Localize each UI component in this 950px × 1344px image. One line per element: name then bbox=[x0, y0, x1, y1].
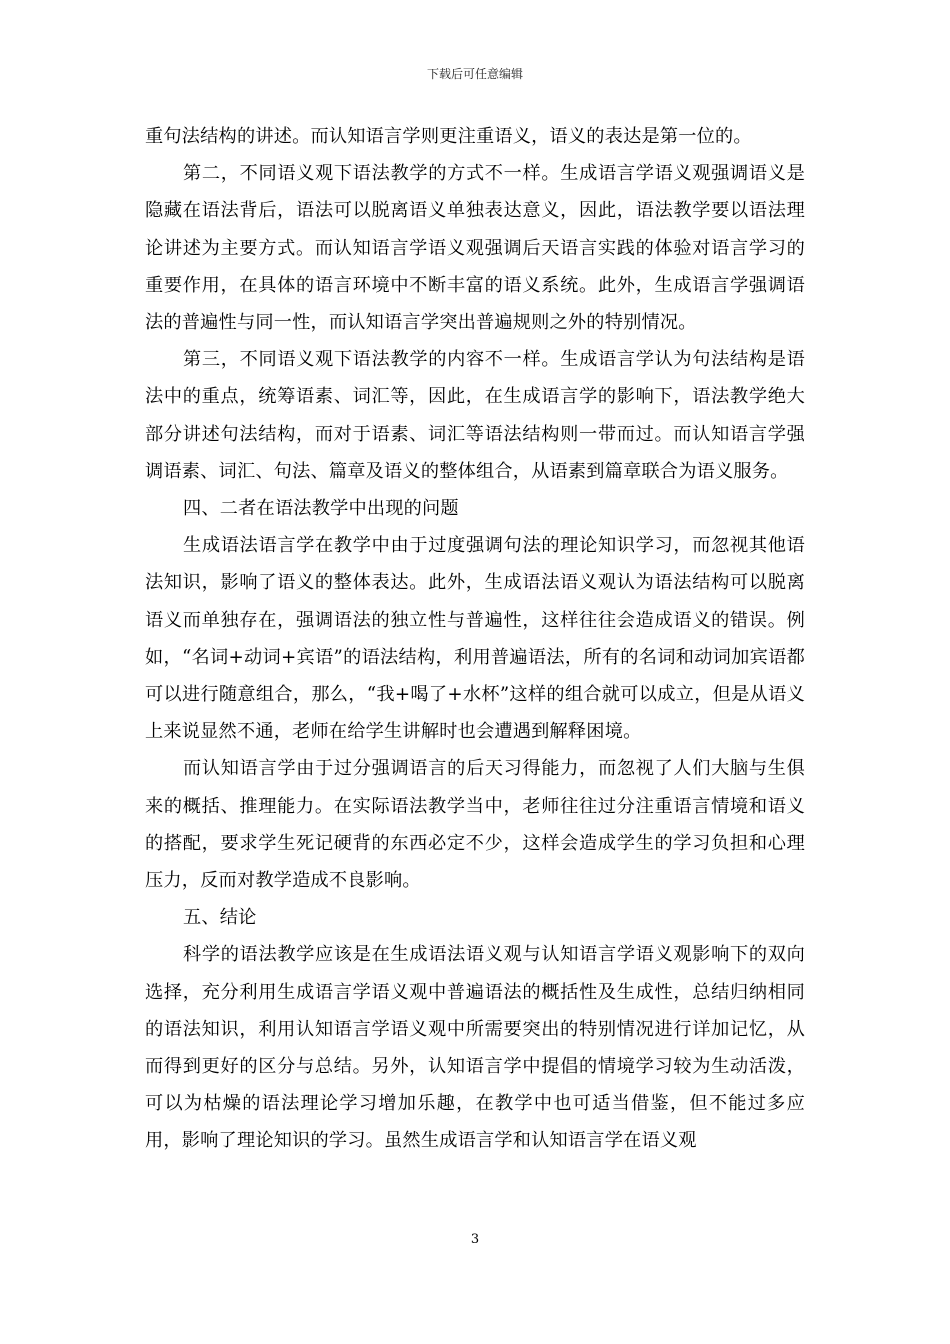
page-number: 3 bbox=[470, 1232, 480, 1247]
paragraph-conclusion: 科学的语法教学应该是在生成语法语义观与认知语言学语义观影响下的双向选择，充分利用生成语言学语义观中普遍语法的概括性及生成性，总结归纳相同的语法知识，利用认知语言学语义观中所需要突出的特别情况进行详加记忆，从而得到更好的区分与总结。另外，认知语言学中提倡的情境学习较为生动活泼，可以为枯燥的语法理论学习增加乐趣，在教学中也可适当借鉴，但不能过多应用，影响了理论知识的学习。虽然生成语言学和认知语言学在语义观 bbox=[145, 944, 805, 1152]
section-heading-problems: 四、二者在语法教学中出现的问题 bbox=[183, 498, 459, 520]
paragraph-cognitive-problems: 而认知语言学由于过分强调语言的后天习得能力，而忽视了人们大脑与生俱来的概括、推理能力。在实际语法教学当中，老师往往过分注重语言情境和语义的搭配，要求学生死记硬背的东西必定不少，这样会造成学生的学习负担和心理压力，反而对教学造成不良影响。 bbox=[145, 758, 805, 892]
paragraph-continuation: 重句法结构的讲述。而认知语言学则更注重语义，语义的表达是第一位的。 bbox=[145, 126, 752, 147]
paragraph-generative-problems: 生成语法语言学在教学中由于过度强调句法的理论知识学习，而忽视其他语法知识，影响了语义的整体表达。此外，生成语法语义观认为语法结构可以脱离语义而单独存在，强调语法的独立性与普遍性，这样往往会造成语义的错误。例如，“名词+动词+宾语”的语法结构，利用普遍语法，所有的名词和动词加宾语都可以进行随意组合，那么，“我+喝了+水杯”这样的组合就可以成立，但是从语义上来说显然不通，老师在给学生讲解时也会遭遇到解释困境。 bbox=[145, 535, 805, 743]
section-heading-conclusion: 五、结论 bbox=[183, 907, 257, 929]
paragraph-teaching-method: 第二，不同语义观下语法教学的方式不一样。生成语言学语义观强调语义是隐藏在语法背后，语法可以脱离语义单独表达意义，因此，语法教学要以语法理论讲述为主要方式。而认知语言学语义观强调后天语言实践的体验对语言学习的重要作用，在具体的语言环境中不断丰富的语义系统。此外，生成语言学强调语法的普遍性与同一性，而认知语言学突出普遍规则之外的特别情况。 bbox=[145, 163, 805, 334]
document-body bbox=[145, 118, 805, 1160]
page-header: 下载后可任意编辑 bbox=[426, 67, 523, 81]
paragraph-teaching-content: 第三，不同语义观下语法教学的内容不一样。生成语言学认为句法结构是语法中的重点，统筹语素、词汇等，因此，在生成语言学的影响下，语法教学绝大部分讲述句法结构，而对于语素、词汇等语法结构则一带而过。而认知语言学强调语素、词汇、句法、篇章及语义的整体组合，从语素到篇章联合为语义服务。 bbox=[145, 349, 805, 482]
